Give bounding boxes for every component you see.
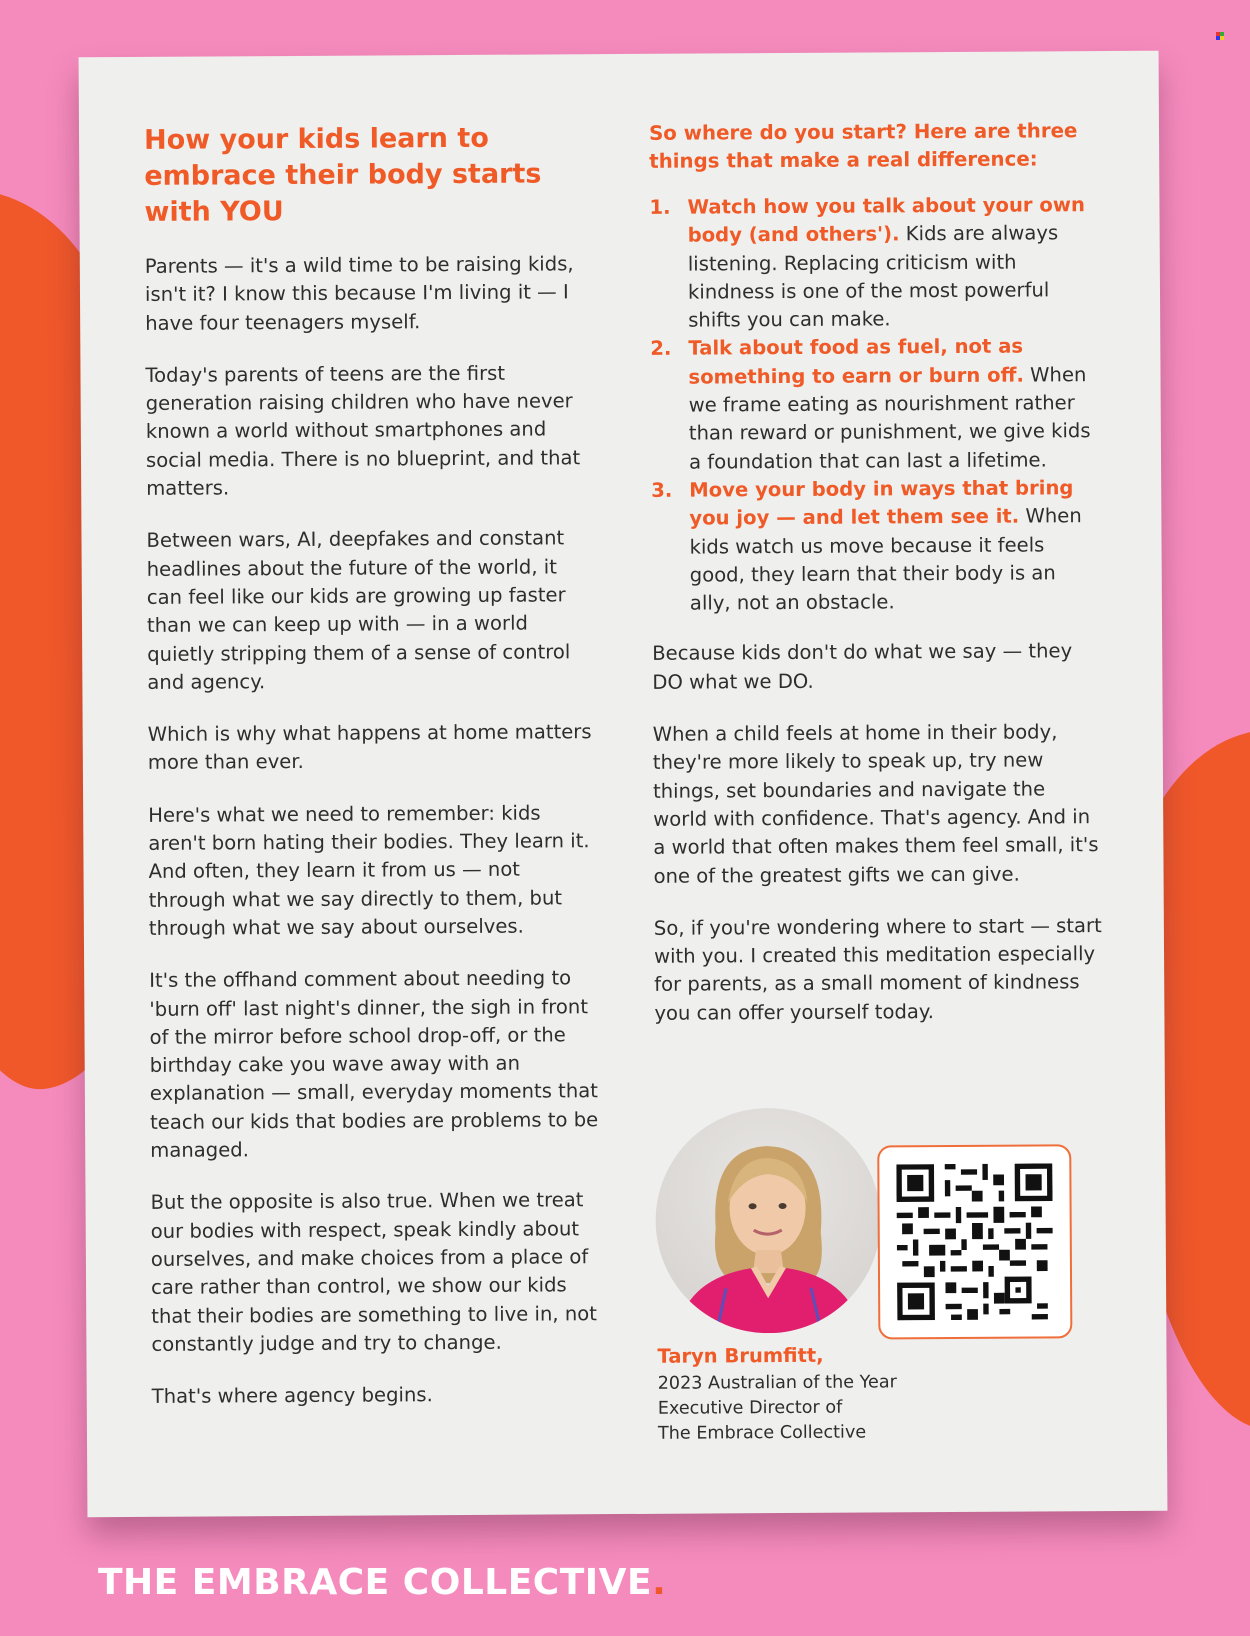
tip-number: 3. bbox=[651, 478, 673, 502]
paragraph: That's where agency begins. bbox=[151, 1383, 433, 1408]
tip-number: 2. bbox=[650, 337, 672, 361]
tip-highlight: Watch how you talk about your own body (and others'). bbox=[687, 193, 1085, 247]
left-column bbox=[144, 120, 602, 1435]
paragraph: Between wars, AI, deepfakes and constant headlines about the future of the world, it can feel like our kids are growing up faster than we can keep up with — in a world quietly stripping them of a sense of control and agency. bbox=[146, 526, 571, 694]
tip-number: 1. bbox=[649, 195, 671, 219]
tips-intro: So where do you start? Here are three things that make a real difference: bbox=[648, 119, 1078, 173]
author-media bbox=[655, 1106, 1086, 1339]
tip-text: Kids are always listening. Replacing criticism with kindness is one of the most powerful shifts you can make. bbox=[687, 221, 1059, 332]
article-sheet bbox=[79, 51, 1168, 1518]
paragraph: Which is why what happens at home matters more than ever. bbox=[147, 720, 592, 775]
brand-name: THE EMBRACE COLLECTIVE bbox=[98, 1562, 653, 1603]
tip-highlight: Move your body in ways that bring you joy — and let them see it. bbox=[689, 476, 1074, 530]
author-title-line: The Embrace Collective bbox=[657, 1422, 867, 1444]
portrait-illustration-icon bbox=[655, 1107, 881, 1333]
paragraph: So, if you're wondering where to start — start with you. I created this meditation especially for parents, as a small moment of kindness you can offer yourself today. bbox=[653, 913, 1102, 1025]
qr-code-frame[interactable] bbox=[877, 1144, 1072, 1339]
paragraph: It's the offhand comment about needing to 'burn off' last night's dinner, the sigh in front of the mirror before school drop-off, or the birthday cake you wave away with an explanation — small, everyday moments that teach our kids that bodies are problems to be managed. bbox=[149, 966, 599, 1162]
tip-highlight: Talk about food as fuel, not as something to earn or burn off. bbox=[688, 335, 1024, 389]
author-portrait bbox=[655, 1107, 881, 1333]
tip-item bbox=[649, 191, 1100, 335]
tip-item bbox=[651, 474, 1102, 618]
author-caption bbox=[657, 1341, 1078, 1447]
tip-item bbox=[650, 333, 1101, 477]
corner-color-icon bbox=[1216, 32, 1224, 40]
brand-dot: . bbox=[652, 1562, 667, 1603]
paragraph: Today's parents of teens are the first generation raising children who have never known a world without smartphones and social media. There is no blueprint, and that matters. bbox=[145, 361, 581, 500]
paragraph: Here's what we need to remember: kids aren't born hating their bodies. They learn it. And often, they learn it from us — not through what we say directly to them, but through what we say about ourselves. bbox=[148, 801, 590, 940]
article-title: How your kids learn to embrace their body starts with YOU bbox=[143, 122, 542, 228]
paragraph: But the opposite is also true. When we treat our bodies with respect, speak kindly about ourselves, and make choices from a place of care rather than control, we show our kids that their bodies are something to live in, not constantly judge and try to change. bbox=[150, 1188, 597, 1356]
right-column bbox=[649, 117, 1105, 1052]
paragraph: When a child feels at home in their body, they're more likely to speak up, try new things, set boundaries and navigate the world with confidence. That's agency. And in a world that often makes them feel small, it's one of the greatest gifts we can give. bbox=[652, 720, 1099, 888]
qr-code-icon bbox=[896, 1163, 1053, 1320]
tips-list bbox=[649, 191, 1102, 618]
paragraph: Parents — it's a wild time to be raising kids, isn't it? I know this because I'm living it — I have four teenagers myself. bbox=[144, 252, 574, 335]
brand-wordmark bbox=[98, 1562, 666, 1603]
author-title-line: 2023 Australian of the Year bbox=[657, 1372, 897, 1394]
author-title-line: Executive Director of bbox=[657, 1397, 843, 1419]
author-name: Taryn Brumfitt, bbox=[657, 1343, 824, 1368]
paragraph: Because kids don't do what we say — they DO what we DO. bbox=[652, 639, 1073, 694]
tip-text: When kids watch us move because it feels good, they learn that their body is an ally, not an obstacle. bbox=[689, 504, 1082, 615]
tip-text: When we frame eating as nourishment rather than reward or punishment, we give kids a foundation that can last a lifetime. bbox=[688, 362, 1091, 474]
